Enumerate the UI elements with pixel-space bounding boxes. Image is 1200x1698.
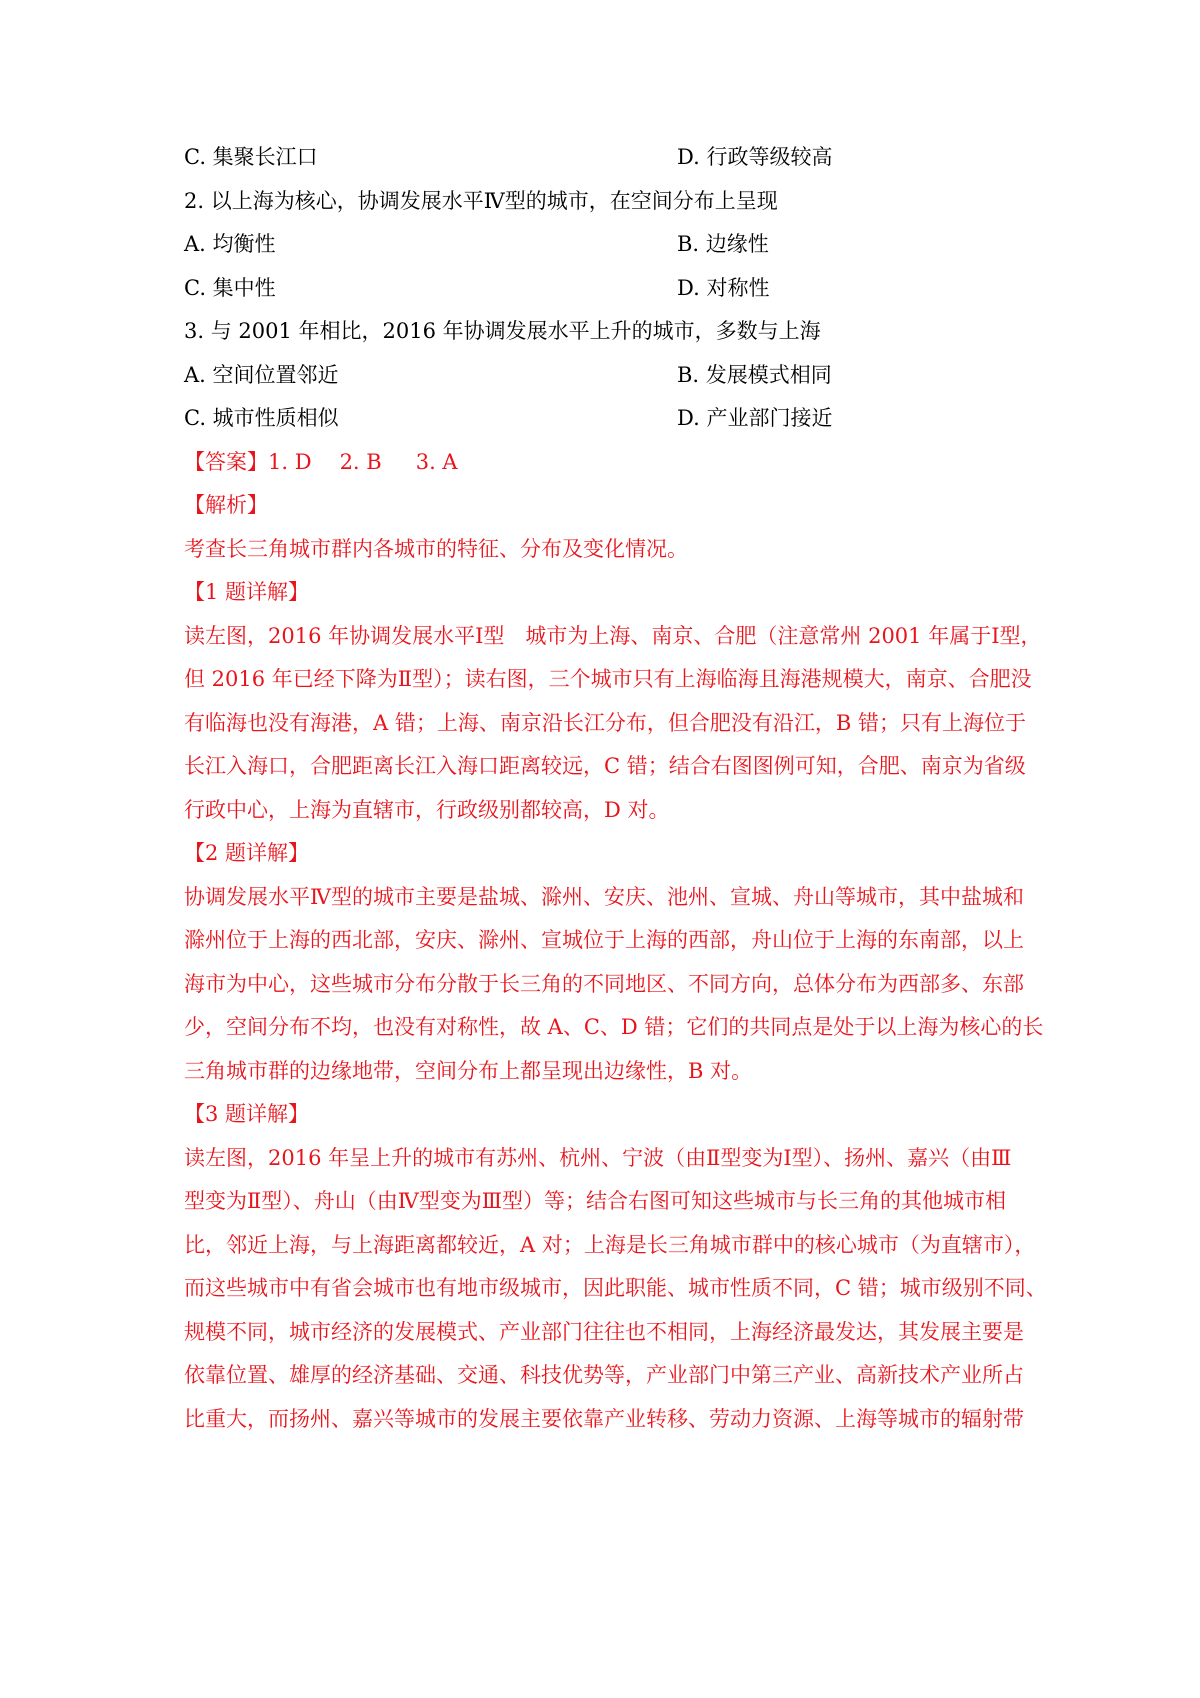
q2-option-b: B. 边缘性: [677, 232, 769, 256]
analysis-summary: 考查长三角城市群内各城市的特征、分布及变化情况。: [184, 537, 688, 561]
detail1-label: 【1 题详解】: [184, 580, 310, 604]
detail3-line: 规模不同，城市经济的发展模式、产业部门往往也不相同，上海经济最发达，其发展主要是: [184, 1320, 1024, 1344]
analysis-label: 【解析】: [184, 493, 268, 517]
q1-option-d: D. 行政等级较高: [677, 145, 833, 169]
detail3-line: 比，邻近上海，与上海距离都较近，A 对；上海是长三角城市群中的核心城市（为直辖市），: [184, 1233, 1036, 1257]
q3-option-b: B. 发展模式相同: [677, 363, 832, 387]
q2-option-d: D. 对称性: [677, 276, 770, 300]
detail3-line: 读左图，2016 年呈上升的城市有苏州、杭州、宁波（由Ⅱ型变为Ⅰ型）、扬州、嘉兴（由Ⅲ: [184, 1146, 1012, 1170]
detail2-line: 少，空间分布不均，也没有对称性，故 A、C、D 错；它们的共同点是处于以上海为核心的长: [184, 1015, 1044, 1039]
detail1-line: 长江入海口，合肥距离长江入海口距离较远，C 错；结合右图图例可知，合肥、南京为省级: [184, 754, 1026, 778]
detail1-line: 有临海也没有海港，A 错；上海、南京沿长江分布，但合肥没有沿江，B 错；只有上海位于: [184, 711, 1026, 735]
detail1-line: 读左图，2016 年协调发展水平Ⅰ型 城市为上海、南京、合肥（注意常州 2001 年属于Ⅰ型，: [184, 624, 1042, 648]
q3-option-a: A. 空间位置邻近: [184, 363, 339, 387]
detail3-line: 型变为Ⅱ型）、舟山（由Ⅳ型变为Ⅲ型）等；结合右图可知这些城市与长三角的其他城市相: [184, 1189, 1007, 1213]
answer-label: 【答案】: [184, 450, 268, 474]
detail3-line: 依靠位置、雄厚的经济基础、交通、科技优势等，产业部门中第三产业、高新技术产业所占: [184, 1363, 1024, 1387]
q3-stem: 3. 与 2001 年相比，2016 年协调发展水平上升的城市，多数与上海: [184, 319, 821, 343]
q2-option-c: C. 集中性: [184, 276, 276, 300]
answer-3: 3. A: [415, 450, 458, 474]
detail2-line: 海市为中心，这些城市分布分散于长三角的不同地区、不同方向，总体分布为西部多、东部: [184, 972, 1024, 996]
q2-stem: 2. 以上海为核心，协调发展水平Ⅳ型的城市，在空间分布上呈现: [184, 189, 778, 213]
answer-2: 2. B: [339, 450, 382, 474]
detail2-line: 滁州位于上海的西北部，安庆、滁州、宣城位于上海的西部，舟山位于上海的东南部，以上: [184, 928, 1024, 952]
detail2-line: 协调发展水平Ⅳ型的城市主要是盐城、滁州、安庆、池州、宣城、舟山等城市，其中盐城和: [184, 885, 1024, 909]
detail3-label: 【3 题详解】: [184, 1102, 310, 1126]
answer-1: 1. D: [268, 450, 312, 474]
detail2-label: 【2 题详解】: [184, 841, 310, 865]
detail2-line: 三角城市群的边缘地带，空间分布上都呈现出边缘性，B 对。: [184, 1059, 753, 1083]
q2-option-a: A. 均衡性: [184, 232, 276, 256]
detail3-line: 而这些城市中有省会城市也有地市级城市，因此职能、城市性质不同，C 错；城市级别不同、: [184, 1276, 1047, 1300]
q3-option-c: C. 城市性质相似: [184, 406, 339, 430]
q3-option-d: D. 产业部门接近: [677, 406, 833, 430]
answer-line: [184, 447, 1024, 477]
detail3-line: 比重大，而扬州、嘉兴等城市的发展主要依靠产业转移、劳动力资源、上海等城市的辐射带: [184, 1407, 1024, 1431]
detail1-line: 但 2016 年已经下降为Ⅱ型）；读右图，三个城市只有上海临海且海港规模大，南京、合肥没: [184, 667, 1032, 691]
q1-option-c: C. 集聚长江口: [184, 145, 318, 169]
detail1-line: 行政中心，上海为直辖市，行政级别都较高，D 对。: [184, 798, 670, 822]
